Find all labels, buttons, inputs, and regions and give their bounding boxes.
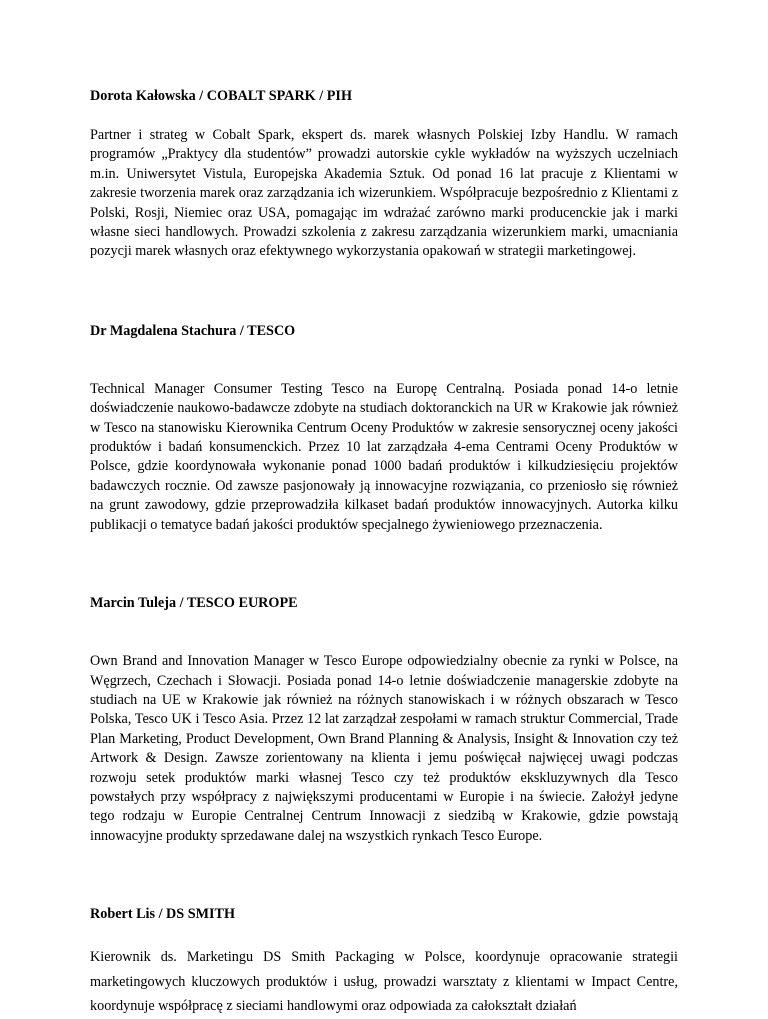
speaker-bio-paragraph: Kierownik ds. Marketingu DS Smith Packaging w Polsce, koordynuje opracowanie strategii marketingowych kluczowych produktów i usług, prowadzi warsztaty z klientami w Impact Centre, koordynuje współpracę z sieciami handlowymi oraz odpowiada za całokształt działań [90,949,678,1015]
speaker-bio-paragraph: Partner i strateg w Cobalt Spark, ekspert ds. marek własnych Polskiej Izby Handlu. W ramach programów „Praktycy dla studentów” prowadzi autorskie cykle wykładów na wyższych uczelniach m.in. Uniwersytet Vistula, Europejska Akademia Sztuk. Od ponad 16 lat pracuje z Klientami w zakresie tworzenia marek oraz zarządzania ich wizerunkiem. Współpracuje bezpośrednio z Klientami z Polski, Rosji, Niemiec oraz USA, pomagając im wdrażać zarówno marki producenckie jak i marki własne sieci handlowych. Prowadzi szkolenia z zakresu zarządzania wizerunkiem marki, umacniania pozycji marek własnych oraz efektywnego wykorzystania opakowań w strategii marketingowej. [90,127,678,260]
speaker-bio-paragraph: Technical Manager Consumer Testing Tesco na Europę Centralną. Posiada ponad 14-o letnie doświadczenie naukowo-badawcze zdobyte na studiach doktoranckich na UR w Krakowie jak również w Tesco na stanowisku Kierownika Centrum Oceny Produktów w zakresie sensorycznej oceny jakości produktów i badań konsumenckich. Przez 10 lat zarządzała 4-ema Centrami Oceny Produktów w Polsce, gdzie koordynowała wykonanie ponad 1000 badań produktów i kilkudziesięciu projektów badawczych rocznie. Od zawsze pasjonowały ją innowacyjne rozwiązania, co przeniosło się również na grunt zawodowy, gdzie przeprowadziła kilkaset badań produktów innowacyjnych. Autorka kilku publikacji o tematyce badań jakości produktów specjalnego żywieniowego przeznaczenia. [90,380,678,533]
speaker-bio-paragraph: Own Brand and Innovation Manager w Tesco Europe odpowiedzialny obecnie za rynki w Polsce, na Węgrzech, Czechach i Słowacji. Posiada ponad 14-o letnie doświadczenie managerskie zdobyte na studiach na UE w Krakowie jak również na różnych stanowiskach i w różnych obszarach w Tesco Polska, Tesco UK i Tesco Asia. Przez 12 lat zarządzał zespołami w ramach struktur Commercial, Trade Plan Marketing, Product Development, Own Brand Planning & Analysis, Insight & Innovation czy też Artwork & Design. Zawsze zorientowany na klienta i jemu poświęcał najwięcej uwagi podczas rozwoju setek produktów marki własnej Tesco czy też produktów ekskluzywnych dla Tesco powstałych przy współpracy z największymi producentami w Europie i na świecie. Założył jedyne tego rodzaju w Europie Centralnej Centrum Innowacji z siedzibą w Krakowie, gdzie powstają innowacyjne produkty sprzedawane dalej na wszystkich rynkach Tesco Europe. [90,653,678,844]
speaker-name-heading: Marcin Tuleja / TESCO EUROPE [90,595,298,612]
speaker-name-heading: Robert Lis / DS SMITH [90,906,236,923]
speaker-name-heading: Dorota Kałowska / COBALT SPARK / PIH [90,88,352,104]
speaker-name-heading: Dr Magdalena Stachura / TESCO [90,322,296,339]
document-page [90,86,678,1019]
